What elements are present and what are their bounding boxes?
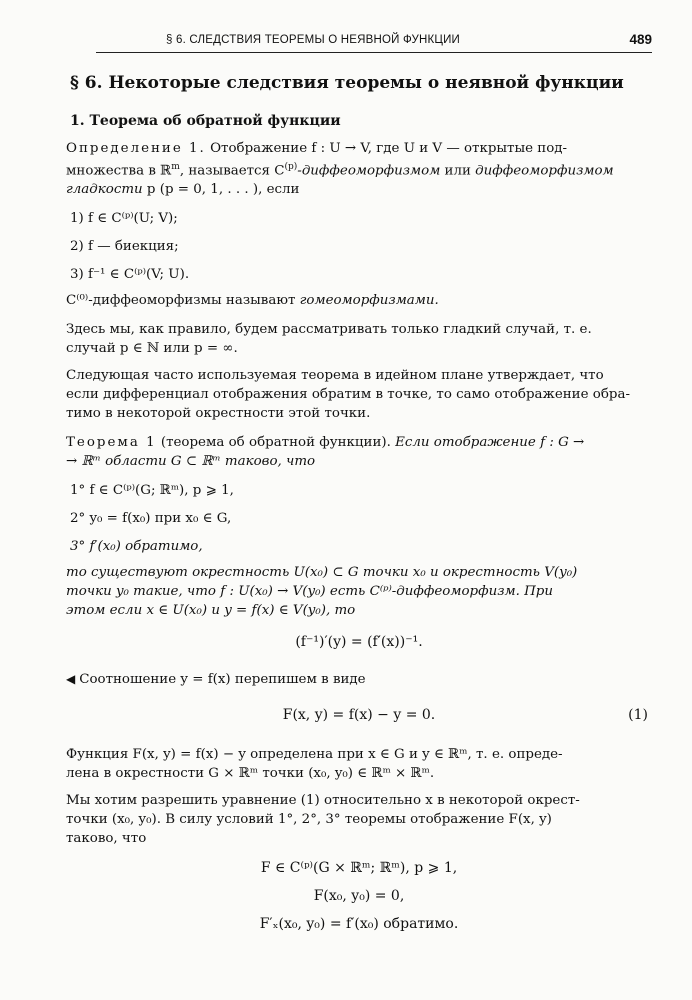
page: [66, 30, 652, 944]
theorem-label: Теорема 1: [66, 435, 157, 451]
definition-conditions: [66, 205, 652, 289]
theorem-conditions: [66, 477, 652, 561]
subsection-title: 1. Теорема об обратной функции: [70, 113, 341, 129]
page-number: 489: [629, 32, 652, 47]
proof-start-icon: ◀: [66, 672, 76, 687]
homeomorphism-note: C⁽⁰⁾-диффеоморфизмы называют гомеоморфизмами.: [66, 293, 439, 309]
paragraph: Следующая часто используемая теорема в идейном плане утверждает, что если дифференциал отображения обратим в точке, то само отображение обра- тимо в некоторой окрестности этой точки.: [66, 368, 630, 422]
list-item: 1° f ∈ C⁽ᵖ⁾(G; ℝᵐ), p ⩾ 1,: [70, 483, 234, 499]
proof-start: ◀ Соотношение y = f(x) перепишем в виде: [66, 672, 366, 688]
paragraph: Мы хотим разрешить уравнение (1) относительно x в некоторой окрест- точки (x₀, y₀). В силу условий 1°, 2°, 3° теоремы отображение F(x, y) таково, что: [66, 793, 580, 847]
definition: Определение 1. Отображение f : U → V, где U и V — открытые под- множества в ℝ$^m$, называется $C^{(p)}$-диффеоморфизмом или диффеоморфизмом гладкости p (p = 0, 1, . . . ), если: [66, 141, 614, 198]
section-title: § 6. Некоторые следствия теоремы о неявной функции: [70, 73, 624, 93]
equation-number: (1): [628, 707, 648, 724]
list-item: 1) f ∈ C⁽ᵖ⁾(U; V);: [70, 211, 178, 227]
definition-label: Определение 1.: [66, 141, 206, 156]
running-header: [96, 30, 652, 53]
list-item: 2° y₀ = f(x₀) при x₀ ∈ G,: [70, 511, 232, 527]
theorem-conclusion: то существуют окрестность U(x₀) ⊂ G точки x₀ и окрестность V(y₀) точки y₀ такие, что f : U(x₀) → V(y₀) есть C⁽ᵖ⁾-диффеоморфизм. При этом если x ∈ U(x₀) и y = f(x) ∈ V(y₀), то: [66, 565, 578, 619]
list-item: 3° f′(x₀) обратимо,: [70, 539, 203, 555]
list-item: 2) f — биекция;: [70, 239, 179, 255]
paragraph: Здесь мы, как правило, будем рассматривать только гладкий случай, т. е. случай p ∈ ℕ или p = ∞.: [66, 322, 592, 357]
inverse-derivative-formula: (f⁻¹)′(y) = (f′(x))⁻¹.: [295, 634, 423, 651]
list-item: 3) f⁻¹ ∈ C⁽ᵖ⁾(V; U).: [70, 267, 190, 283]
theorem: Теорема 1 (теорема об обратной функции). Если отображение f : G → → ℝᵐ области G ⊂ ℝᵐ таково, что: [66, 435, 585, 470]
running-title: § 6. СЛЕДСТВИЯ ТЕОРЕМЫ О НЕЯВНОЙ ФУНКЦИИ: [166, 34, 461, 46]
paragraph: Функция F(x, y) = f(x) − y определена при x ∈ G и y ∈ ℝᵐ, т. е. опреде- лена в окрестности G × ℝᵐ точки (x₀, y₀) ∈ ℝᵐ × ℝᵐ.: [66, 747, 563, 782]
equation-1: F(x, y) = f(x) − y = 0. (1): [282, 707, 648, 724]
final-equations: F ∈ C⁽ᵖ⁾(G × ℝᵐ; ℝᵐ), p ⩾ 1, F(x₀, y₀) = 0, F′ₓ(x₀, y₀) = f′(x₀) обратимо.: [259, 860, 459, 933]
